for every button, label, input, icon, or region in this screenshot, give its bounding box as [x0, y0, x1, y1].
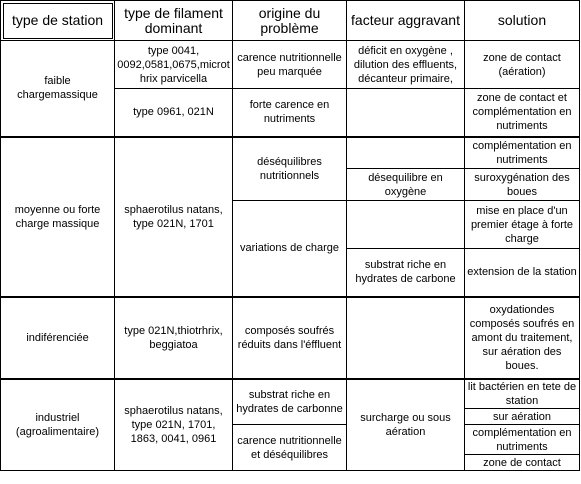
solution-cell: extension de la station [465, 249, 580, 297]
origine-cell: carence nutritionnelle et déséquilibres [233, 425, 347, 471]
facteur-cell: déficit en oxygène , dilution des effluents, décanteur primaire, [347, 41, 465, 89]
filament-cell: sphaerotilus natans, type 021N, 1701 [115, 137, 233, 297]
header-origine: origine du problème [233, 1, 347, 41]
solution-cell: complémentation en nutriments [465, 137, 580, 169]
table-row [1, 297, 580, 379]
facteur-cell: substrat riche en hydrates de carbone [347, 249, 465, 297]
table-row [1, 137, 580, 169]
station-type-cell: faible chargemassique [1, 41, 115, 137]
filament-cell: sphaerotilus natans, type 021N, 1701, 1863, 0041, 0961 [115, 379, 233, 471]
header-facteur: facteur aggravant [347, 1, 465, 41]
station-type-cell: industriel (agroalimentaire) [1, 379, 115, 471]
header-solution: solution [465, 1, 580, 41]
facteur-cell: surcharge ou sous aération [347, 379, 465, 471]
solution-cell: lit bactérien en tete de station [465, 379, 580, 409]
solution-cell: zone de contact [465, 455, 580, 471]
origine-cell: forte carence en nutriments [233, 89, 347, 137]
origine-cell: variations de charge [233, 201, 347, 297]
table-row [1, 41, 580, 89]
facteur-cell [347, 89, 465, 137]
origine-cell: composés soufrés réduits dans l'éffluent [233, 297, 347, 379]
header-type-station: type de station [1, 1, 115, 41]
station-type-cell: moyenne ou forte charge massique [1, 137, 115, 297]
solution-cell: zone de contact (aération) [465, 41, 580, 89]
facteur-cell: désequilibre en oxygène [347, 169, 465, 201]
facteur-cell [347, 297, 465, 379]
facteur-cell [347, 201, 465, 249]
filament-cell: type 0961, 021N [115, 89, 233, 137]
origine-cell: carence nutritionnelle peu marquée [233, 41, 347, 89]
origine-cell: substrat riche en hydrates de carbonne [233, 379, 347, 425]
solution-cell: mise en place d'un premier étage à forte charge [465, 201, 580, 249]
station-type-cell: indiférenciée [1, 297, 115, 379]
filament-cell: type 0041, 0092,0581,0675,microthrix parvicella [115, 41, 233, 89]
origine-cell: déséquilibres nutritionnels [233, 137, 347, 201]
header-type-filament: type de filament dominant [115, 1, 233, 41]
filament-cell: type 021N,thiotrhrix, beggiatoa [115, 297, 233, 379]
solution-cell: suroxygénation des boues [465, 169, 580, 201]
facteur-cell [347, 137, 465, 169]
solution-cell: oxydationdes composés soufrés en amont du traitement, sur aération des boues. [465, 297, 580, 379]
solution-cell: zone de contact et complémentation en nutriments [465, 89, 580, 137]
table-row [1, 379, 580, 409]
header-row [1, 1, 580, 41]
solution-cell: sur aération [465, 409, 580, 425]
solution-cell: complémentation en nutriments [465, 425, 580, 455]
